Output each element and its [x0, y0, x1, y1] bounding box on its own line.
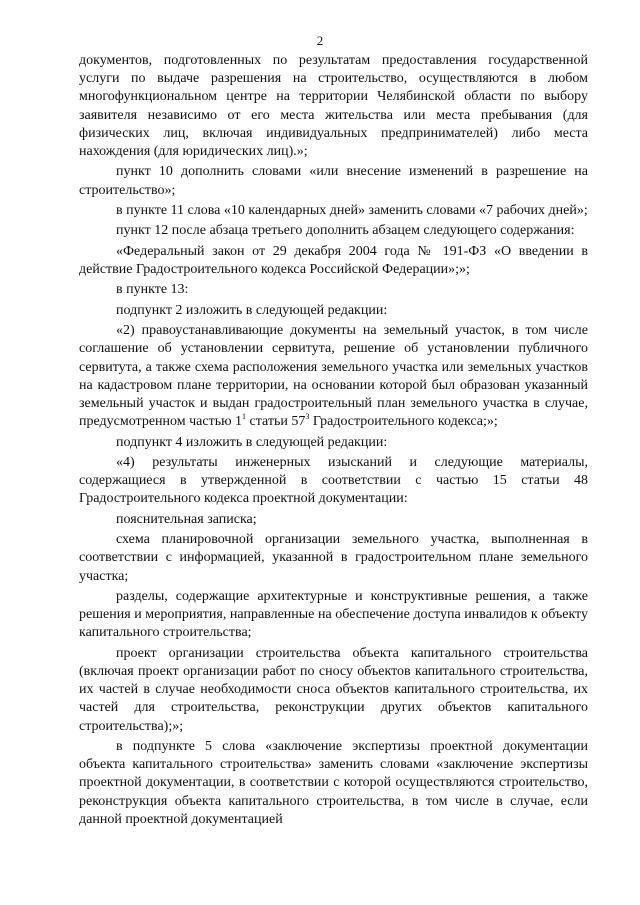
paragraph: разделы, содержащие архитектурные и конструктивные решения, а также решения и мероприятия, направленные на обеспечение доступа инвалидов к объекту капитального строительства;: [79, 588, 588, 641]
paragraph: схема планировочной организации земельного участка, выполненная в соответствии с информацией, указанной в градостроительном плане земельного участка;: [79, 532, 588, 584]
paragraph: «4) результаты инженерных изысканий и следующие материалы, содержащиеся в утвержденной в соответствии с частью 15 статьи 48 Градостроительного кодекса проектной документации:: [79, 454, 588, 507]
paragraph: подпункт 4 изложить в следующей редакции:: [116, 434, 388, 450]
paragraph: в подпункте 5 слова «заключение экспертизы проектной документации объекта капитального строительства» заменить словами «заключение экспертизы проектной документации, в соответствии с которой осуществляются строительство, реконструкция объекта капитального строительства, в том числе в случае, если данной проектной документацией: [79, 738, 588, 827]
paragraph-text: «2) правоустанавливающие документы на земельный участок, в том числе соглашение об установлении сервитута, решение об установлении публичного сервитута, а также схема расположения земельного участка или земельных участков на кадастровом плане территории, на основании которой был образован указанный земельный участок и выдан градостроительный план земельного участка в случае, предусмотренном частью 1: [79, 323, 588, 430]
paragraph-text: статьи 57: [246, 414, 306, 430]
paragraph: документов, подготовленных по результатам предоставления государственной услуги по выдаче разрешения на строительство, осуществляются в любом многофункциональном центре на территории Челябинской области по выбору заявителя независимо от его места жительства или места пребывания (для физических лиц, включая индивидуальных предпринимателей) либо места нахождения (для юридических лиц).»;: [79, 53, 588, 160]
paragraph: пункт 10 дополнить словами «или внесение изменений в разрешение на строительство»;: [79, 164, 588, 198]
paragraph: пункт 12 после абзаца третьего дополнить абзацем следующего содержания:: [116, 223, 575, 239]
paragraph: проект организации строительства объекта капитального строительства (включая проект организации работ по сносу объектов капитального строительства, их частей в случае необходимости сноса объектов капитального строительства, их частей для строительства, реконструкции других объектов капитального строительства);»;: [79, 645, 588, 734]
paragraph: пояснительная записка;: [116, 511, 257, 527]
paragraph: в пункте 11 слова «10 календарных дней» заменить словами «7 рабочих дней»;: [116, 203, 588, 218]
paragraph: «Федеральный закон от 29 декабря 2004 года № 191-ФЗ «О введении в действие Градостроительного кодекса Российской Федерации»;»;: [79, 243, 588, 277]
paragraph-text: Градостроительного кодекса;»;: [309, 414, 498, 430]
document-body: [79, 52, 588, 831]
paragraph: в пункте 13:: [116, 282, 189, 298]
paragraph: подпункт 2 изложить в следующей редакции:: [116, 302, 388, 318]
superscript: 3: [305, 412, 310, 422]
superscript: 1: [242, 412, 247, 422]
paragraph: [79, 322, 588, 431]
page-number: 2: [316, 33, 324, 48]
